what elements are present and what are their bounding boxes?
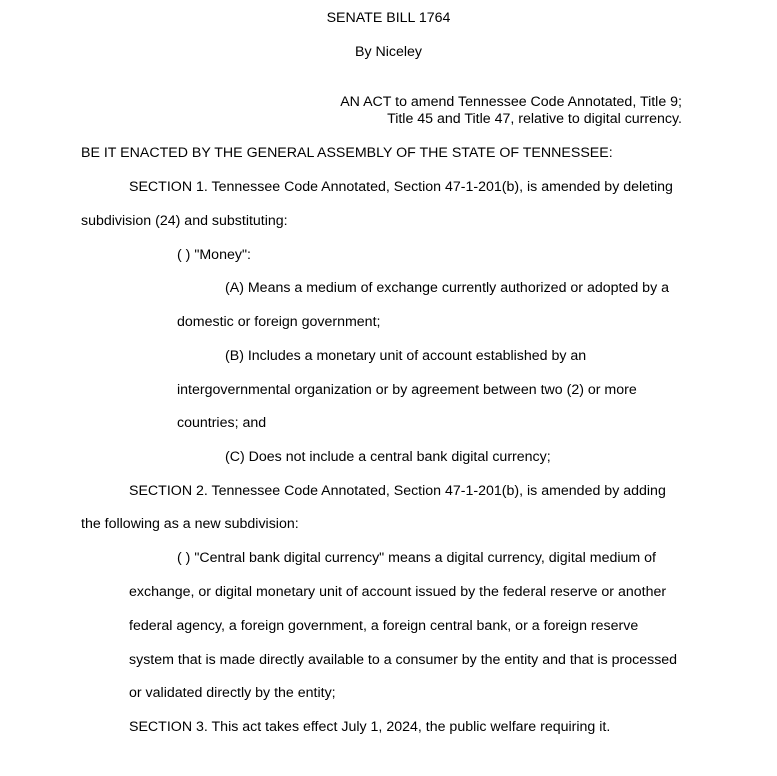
act-caption <box>340 94 682 128</box>
section-3-line-1: SECTION 3. This act takes effect July 1, 2024, the public welfare requiring it. <box>129 719 611 735</box>
act-caption-line-2: Title 45 and Title 47, relative to digital currency. <box>387 111 682 127</box>
enacting-clause: BE IT ENACTED BY THE GENERAL ASSEMBLY OF THE STATE OF TENNESSEE: <box>81 145 613 161</box>
cbdc-definition-line-5: or validated directly by the entity; <box>129 685 336 701</box>
money-c-line-1: (C) Does not include a central bank digital currency; <box>225 449 551 465</box>
money-b-line-1: (B) Includes a monetary unit of account established by an <box>225 348 587 364</box>
act-caption-line-1: AN ACT to amend Tennessee Code Annotated, Title 9; <box>340 94 682 110</box>
money-a-line-1: (A) Means a medium of exchange currently authorized or adopted by a <box>225 280 669 296</box>
money-b-line-2: intergovernmental organization or by agreement between two (2) or more <box>177 382 637 398</box>
cbdc-definition-line-4: system that is made directly available to a consumer by the entity and that is processed <box>129 652 678 668</box>
section-2-line-1: SECTION 2. Tennessee Code Annotated, Section 47-1-201(b), is amended by adding <box>129 483 666 499</box>
cbdc-definition-line-2: exchange, or digital monetary unit of account issued by the federal reserve or another <box>129 584 667 600</box>
money-b-line-3: countries; and <box>177 415 267 431</box>
bill-title: SENATE BILL 1764 <box>326 10 451 26</box>
section-1-line-2: subdivision (24) and substituting: <box>81 213 288 229</box>
sponsor: By Niceley <box>354 44 423 60</box>
section-2-line-2: the following as a new subdivision: <box>81 516 299 532</box>
money-a-line-2: domestic or foreign government; <box>177 314 381 330</box>
cbdc-definition-line-1: ( ) "Central bank digital currency" means a digital currency, digital medium of <box>177 550 656 566</box>
money-heading: ( ) "Money": <box>177 247 251 263</box>
cbdc-definition-line-3: federal agency, a foreign government, a foreign central bank, or a foreign reserve <box>129 618 639 634</box>
section-1-line-1: SECTION 1. Tennessee Code Annotated, Section 47-1-201(b), is amended by deleting <box>129 179 673 195</box>
